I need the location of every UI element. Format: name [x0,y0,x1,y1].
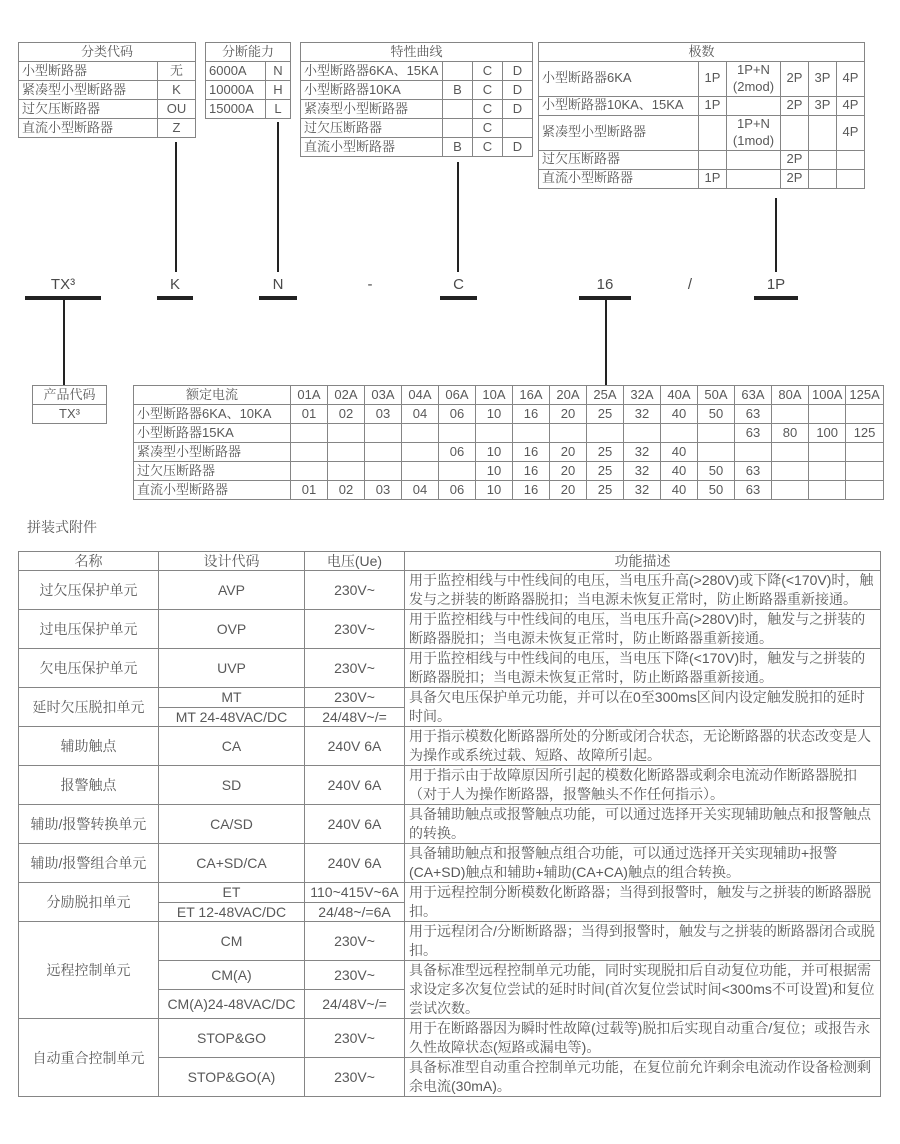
design-code: MT 24-48VAC/DC [159,707,305,727]
column-header: 电压(Ue) [305,552,405,571]
value-cell: 16 [513,405,550,424]
value-cell: B [443,138,473,157]
value-cell: 32 [624,405,661,424]
column-header: 06A [439,386,476,405]
voltage-value: 240V 6A [305,805,405,844]
value-cell [772,462,809,481]
value-cell [443,62,473,81]
column-header: 设计代码 [159,552,305,571]
column-header: 40A [661,386,698,405]
code-text: 16 [596,276,614,293]
code-segment [579,276,631,300]
value-cell [328,462,365,481]
accessory-name: 延时欠压脱扣单元 [19,688,159,727]
value-cell: 3P [809,96,837,115]
function-description: 具备欠电压保护单元功能，并可以在0至300ms区间内设定触发脱扣的延时时间。 [405,688,881,727]
value-cell [365,462,402,481]
design-code: STOP&GO [159,1019,305,1058]
code-text: - [367,276,373,293]
value-cell: 4P [837,62,865,97]
voltage-value: 110~415V~6A [305,883,405,903]
value-cell: 32 [624,462,661,481]
accessory-name: 报警触点 [19,766,159,805]
voltage-value: 24/48~/=6A [305,902,405,922]
row-label: 小型断路器15KA [134,424,291,443]
value-cell [809,462,846,481]
value-cell: 06 [439,443,476,462]
value-cell [699,115,727,150]
value-cell: 40 [661,405,698,424]
value-cell [772,405,809,424]
value-cell: 06 [439,481,476,500]
value-cell [846,462,883,481]
poles-table [538,42,865,189]
value-cell [624,424,661,443]
design-code: MT [159,688,305,708]
value-cell [809,443,846,462]
design-code: ET [159,883,305,903]
function-description: 用于监控相线与中性线间的电压，当电压升高(>280V)或下降(<170V)时，触发与之拼装的断路器脱扣；当电源未恢复正常时，防止断路器重新接通。 [405,571,881,610]
value-cell: C [473,138,503,157]
value-cell: D [503,81,533,100]
row-label: 直流小型断路器 [301,138,443,157]
value-cell: 无 [158,62,196,81]
connector-line [175,142,177,272]
value-cell: 25 [587,462,624,481]
value-cell [781,115,809,150]
value-cell: Z [158,119,196,138]
row-label: 紧凑型小型断路器 [539,115,699,150]
product-code-diagram [0,0,900,505]
accessory-name: 辅助/报警组合单元 [19,844,159,883]
code-text: / [687,276,693,293]
voltage-value: 230V~ [305,1019,405,1058]
function-description: 用于远程闭合/分断断路器；当得到报警时，触发与之拼装的断路器闭合或脱扣。 [405,922,881,961]
function-description: 具备辅助触点和报警触点组合功能，可以通过选择开关实现辅助+报警(CA+SD)触点和辅助+辅助(CA+CA)触点的组合转换。 [405,844,881,883]
value-cell [503,119,533,138]
value-cell: 10 [476,443,513,462]
value-cell: 1P [699,96,727,115]
code-text: 1P [766,276,786,293]
value-cell [291,443,328,462]
code-segment [440,276,477,300]
voltage-value: 24/48V~/= [305,707,405,727]
design-code: STOP&GO(A) [159,1058,305,1097]
code-segment [670,276,710,293]
value-cell: 63 [735,424,772,443]
value-cell: 40 [661,481,698,500]
value-cell [443,100,473,119]
row-label: 小型断路器10KA、15KA [539,96,699,115]
value-cell [809,169,837,188]
row-label: TX³ [33,405,107,424]
code-segment [259,276,297,300]
value-cell: 04 [402,481,439,500]
value-cell: 63 [735,405,772,424]
code-text: K [169,276,180,293]
value-cell: H [266,81,291,100]
accessory-name: 过欠压保护单元 [19,571,159,610]
column-header: 额定电流 [134,386,291,405]
value-cell: 2P [781,169,809,188]
design-code: AVP [159,571,305,610]
value-cell [846,481,883,500]
value-cell: 50 [698,405,735,424]
design-code: ET 12-48VAC/DC [159,902,305,922]
column-header: 16A [513,386,550,405]
row-label: 紧凑型小型断路器 [19,81,158,100]
voltage-value: 230V~ [305,922,405,961]
connector-line [63,300,65,385]
value-cell: 16 [513,481,550,500]
connector-line [277,122,279,272]
value-cell: D [503,100,533,119]
value-cell: 1P+N (2mod) [727,62,781,97]
value-cell [809,481,846,500]
value-cell: 40 [661,462,698,481]
connector-line [775,198,777,272]
code-text: C [453,276,464,293]
voltage-value: 230V~ [305,1058,405,1097]
value-cell [513,424,550,443]
value-cell [846,443,883,462]
row-label: 过欠压断路器 [134,462,291,481]
row-label: 小型断路器6KA、15KA [301,62,443,81]
row-label: 小型断路器10KA [301,81,443,100]
value-cell [661,424,698,443]
value-cell: 01 [291,481,328,500]
value-cell: 4P [837,115,865,150]
value-cell: 04 [402,405,439,424]
function-description: 具备标准型自动重合控制单元功能，在复位前允许剩余电流动作设备检测剩余电流(30mA)。 [405,1058,881,1097]
row-label: 紧凑型小型断路器 [301,100,443,119]
row-label: 小型断路器 [19,62,158,81]
value-cell [365,424,402,443]
value-cell [735,443,772,462]
accessory-row [19,649,881,688]
voltage-value: 240V 6A [305,844,405,883]
value-cell: 20 [550,443,587,462]
accessory-row [19,883,881,903]
column-header: 63A [735,386,772,405]
column-header: 10A [476,386,513,405]
table-title: 分断能力 [206,43,291,62]
value-cell: 25 [587,405,624,424]
accessory-row [19,922,881,961]
value-cell: D [503,138,533,157]
value-cell [291,424,328,443]
value-cell: 16 [513,443,550,462]
voltage-value: 230V~ [305,961,405,990]
value-cell [727,96,781,115]
accessory-row [19,844,881,883]
value-cell [328,424,365,443]
rated-current-table [133,385,884,500]
voltage-value: 230V~ [305,610,405,649]
row-label: 直流小型断路器 [539,169,699,188]
breaking-capacity-table [205,42,291,119]
value-cell: 1P+N (1mod) [727,115,781,150]
code-segment [25,276,101,300]
row-label: 小型断路器6KA [539,62,699,97]
design-code: CM [159,922,305,961]
column-header: 80A [772,386,809,405]
value-cell [846,405,883,424]
value-cell [476,424,513,443]
value-cell: 01 [291,405,328,424]
value-cell: 50 [698,481,735,500]
value-cell [727,150,781,169]
accessory-row [19,688,881,708]
table-title: 特性曲线 [301,43,533,62]
code-segment [350,276,390,293]
value-cell: 20 [550,405,587,424]
value-cell: 2P [781,62,809,97]
value-cell: C [473,81,503,100]
value-cell: C [473,100,503,119]
accessory-name: 辅助/报警转换单元 [19,805,159,844]
value-cell: 63 [735,481,772,500]
value-cell: 1P [699,169,727,188]
value-cell [772,443,809,462]
value-cell [699,150,727,169]
value-cell: 02 [328,481,365,500]
design-code: CA/SD [159,805,305,844]
value-cell [837,150,865,169]
value-cell: 16 [513,462,550,481]
value-cell: N [266,62,291,81]
value-cell [291,462,328,481]
value-cell: 32 [624,443,661,462]
underline-bar [259,296,297,300]
column-header: 20A [550,386,587,405]
column-header: 03A [365,386,402,405]
voltage-value: 230V~ [305,688,405,708]
row-label: 10000A [206,81,266,100]
value-cell: D [503,62,533,81]
value-cell: 4P [837,96,865,115]
connector-line [457,162,459,272]
value-cell: 10 [476,405,513,424]
design-code: SD [159,766,305,805]
row-label: 小型断路器6KA、10KA [134,405,291,424]
accessory-row [19,727,881,766]
value-cell [439,462,476,481]
function-description: 用于在断路器因为瞬时性故障(过载等)脱扣后实现自动重合/复位；或报告永久性故障状态(短路或漏电等)。 [405,1019,881,1058]
value-cell: L [266,100,291,119]
value-cell [809,115,837,150]
column-header: 功能描述 [405,552,881,571]
design-code: OVP [159,610,305,649]
column-header: 25A [587,386,624,405]
value-cell: 2P [781,150,809,169]
accessories-table [18,551,881,1097]
value-cell: 25 [587,443,624,462]
value-cell [587,424,624,443]
value-cell [402,462,439,481]
voltage-value: 24/48V~/= [305,990,405,1019]
column-header: 名称 [19,552,159,571]
function-description: 用于指示模数化断路器所处的分断或闭合状态，无论断路器的状态改变是人为操作或系统过载、短路、故障所引起。 [405,727,881,766]
value-cell: 20 [550,462,587,481]
column-header: 04A [402,386,439,405]
function-description: 用于指示由于故障原因所引起的模数化断路器或剩余电流动作断路器脱扣（对于人为操作断路器，报警触头不作任何指示）。 [405,766,881,805]
value-cell [402,443,439,462]
function-description: 用于监控相线与中性线间的电压，当电压下降(<170V)时，触发与之拼装的断路器脱扣；当电源未恢复正常时，防止断路器重新接通。 [405,649,881,688]
value-cell: K [158,81,196,100]
connector-line [605,300,607,385]
column-header: 32A [624,386,661,405]
function-description: 具备标准型远程控制单元功能，同时实现脱扣后自动复位功能，并可根据需求设定多次复位尝试的延时时间(首次复位尝试时间<300ms不可设置)和复位尝试次数。 [405,961,881,1019]
row-label: 过欠压断路器 [301,119,443,138]
column-header: 100A [809,386,846,405]
value-cell: 100 [809,424,846,443]
value-cell [809,150,837,169]
row-label: 6000A [206,62,266,81]
value-cell [365,443,402,462]
value-cell [328,443,365,462]
value-cell: 20 [550,481,587,500]
row-label: 直流小型断路器 [19,119,158,138]
row-label: 直流小型断路器 [134,481,291,500]
accessory-name: 远程控制单元 [19,922,159,1019]
row-label: 紧凑型小型断路器 [134,443,291,462]
accessory-row [19,610,881,649]
column-header: 02A [328,386,365,405]
accessory-name: 欠电压保护单元 [19,649,159,688]
value-cell [402,424,439,443]
value-cell: 02 [328,405,365,424]
code-segment [157,276,193,300]
value-cell: 03 [365,405,402,424]
value-cell: 3P [809,62,837,97]
value-cell: 06 [439,405,476,424]
code-segment [754,276,798,300]
value-cell: 40 [661,443,698,462]
product-code-table [32,385,107,424]
accessory-row [19,766,881,805]
value-cell: 2P [781,96,809,115]
value-cell [727,169,781,188]
value-cell: 03 [365,481,402,500]
value-cell: C [473,119,503,138]
function-description: 具备辅助触点或报警触点功能，可以通过选择开关实现辅助触点和报警触点的转换。 [405,805,881,844]
underline-bar [157,296,193,300]
table-title: 极数 [539,43,865,62]
section-title: 拼装式附件 [27,519,97,535]
classification-code-table [18,42,196,138]
value-cell [772,481,809,500]
accessory-name: 过电压保护单元 [19,610,159,649]
value-cell [837,169,865,188]
value-cell [809,405,846,424]
column-header: 01A [291,386,328,405]
row-label: 过欠压断路器 [539,150,699,169]
accessory-name: 辅助触点 [19,727,159,766]
column-header: 50A [698,386,735,405]
value-cell: 25 [587,481,624,500]
value-cell: B [443,81,473,100]
accessory-name: 自动重合控制单元 [19,1019,159,1097]
value-cell [439,424,476,443]
design-code: CM(A) [159,961,305,990]
design-code: CA [159,727,305,766]
row-label: 15000A [206,100,266,119]
underline-bar [754,296,798,300]
column-header: 125A [846,386,883,405]
characteristic-curve-table [300,42,533,157]
voltage-value: 230V~ [305,571,405,610]
value-cell [443,119,473,138]
value-cell: 32 [624,481,661,500]
voltage-value: 240V 6A [305,766,405,805]
value-cell: 10 [476,481,513,500]
underline-bar [440,296,477,300]
design-code: UVP [159,649,305,688]
value-cell: OU [158,100,196,119]
value-cell: 1P [699,62,727,97]
design-code: CA+SD/CA [159,844,305,883]
value-cell: 50 [698,462,735,481]
table-title: 分类代码 [19,43,196,62]
value-cell: 80 [772,424,809,443]
code-text: TX³ [50,276,76,293]
value-cell [698,443,735,462]
value-cell: C [473,62,503,81]
function-description: 用于远程控制分断模数化断路器；当得到报警时，触发与之拼装的断路器脱扣。 [405,883,881,922]
design-code: CM(A)24-48VAC/DC [159,990,305,1019]
voltage-value: 230V~ [305,649,405,688]
row-label: 过欠压断路器 [19,100,158,119]
table-title: 产品代码 [33,386,107,405]
accessory-row [19,1019,881,1058]
voltage-value: 240V 6A [305,727,405,766]
value-cell [698,424,735,443]
value-cell: 10 [476,462,513,481]
value-cell: 125 [846,424,883,443]
value-cell [550,424,587,443]
code-text: N [272,276,284,293]
value-cell: 63 [735,462,772,481]
accessory-name: 分励脱扣单元 [19,883,159,922]
accessory-row [19,571,881,610]
accessory-row [19,805,881,844]
function-description: 用于监控相线与中性线间的电压，当电压升高(>280V)时，触发与之拼装的断路器脱扣；当电源未恢复正常时，防止断路器重新接通。 [405,610,881,649]
